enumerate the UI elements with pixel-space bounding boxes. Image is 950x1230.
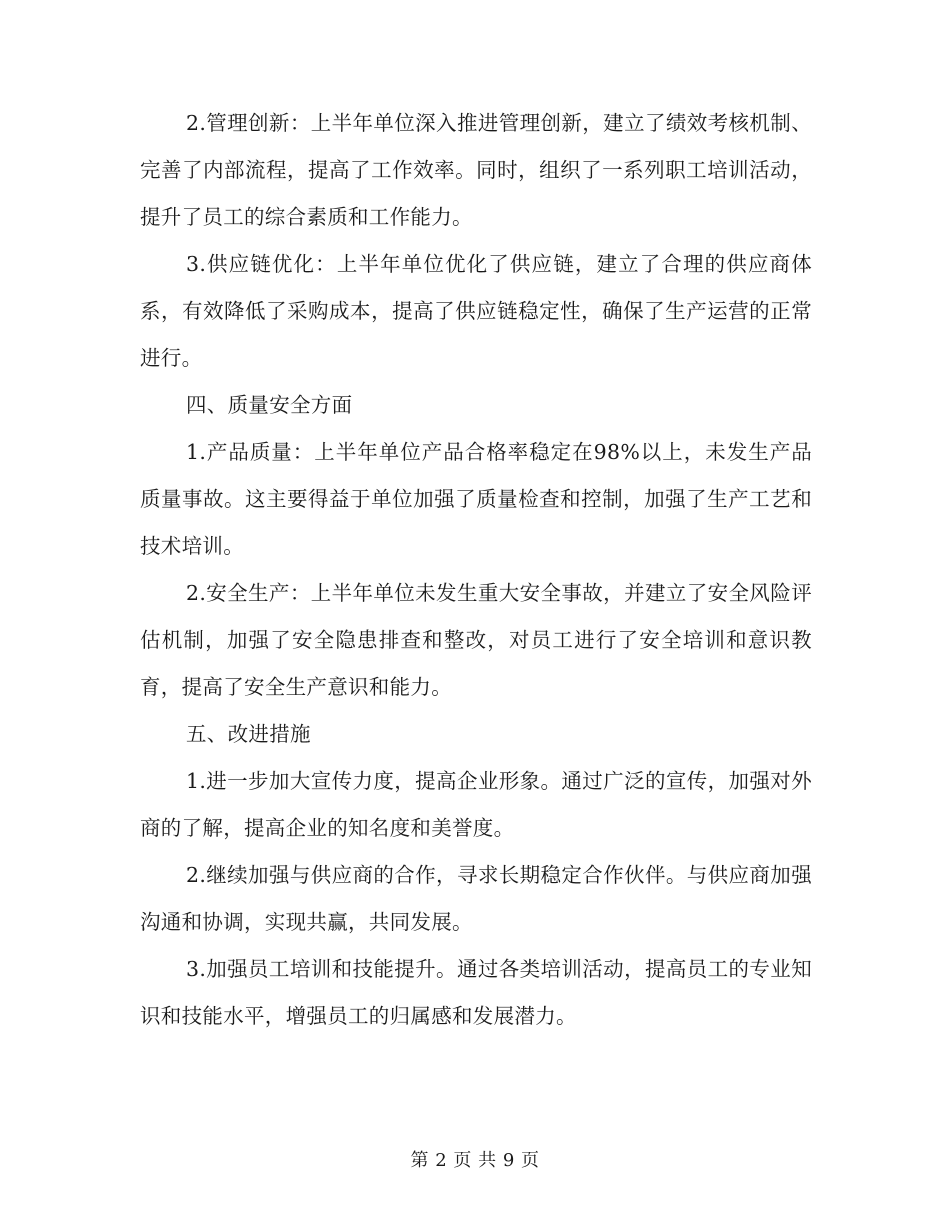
paragraph-improvement-training: 3.加强员工培训和技能提升。通过各类培训活动，提高员工的专业知识和技能水平，增强员工的归属感和发展潜力。 bbox=[140, 957, 812, 1028]
document-body bbox=[140, 100, 812, 1040]
page-number-footer: 第 2 页 共 9 页 bbox=[410, 1150, 540, 1171]
paragraph-improvement-publicity: 1.进一步加大宣传力度，提高企业形象。通过广泛的宣传，加强对外商的了解，提高企业的知名度和美誉度。 bbox=[140, 769, 812, 840]
paragraph-product-quality: 1.产品质量：上半年单位产品合格率稳定在98%以上，未发生产品质量事故。这主要得益于单位加强了质量检查和控制，加强了生产工艺和技术培训。 bbox=[140, 440, 812, 558]
section-heading-quality-safety: 四、质量安全方面 bbox=[186, 393, 353, 417]
paragraph-supply-chain: 3.供应链优化：上半年单位优化了供应链，建立了合理的供应商体系，有效降低了采购成本，提高了供应链稳定性，确保了生产运营的正常进行。 bbox=[140, 252, 812, 370]
section-heading-improvements: 五、改进措施 bbox=[186, 722, 311, 746]
paragraph-safe-production: 2.安全生产：上半年单位未发生重大安全事故，并建立了安全风险评估机制，加强了安全隐患排查和整改，对员工进行了安全培训和意识教育，提高了安全生产意识和能力。 bbox=[140, 581, 812, 699]
paragraph-management-innovation: 2.管理创新：上半年单位深入推进管理创新，建立了绩效考核机制、完善了内部流程，提高了工作效率。同时，组织了一系列职工培训活动，提升了员工的综合素质和工作能力。 bbox=[140, 111, 812, 229]
paragraph-improvement-suppliers: 2.继续加强与供应商的合作，寻求长期稳定合作伙伴。与供应商加强沟通和协调，实现共赢，共同发展。 bbox=[140, 863, 812, 934]
